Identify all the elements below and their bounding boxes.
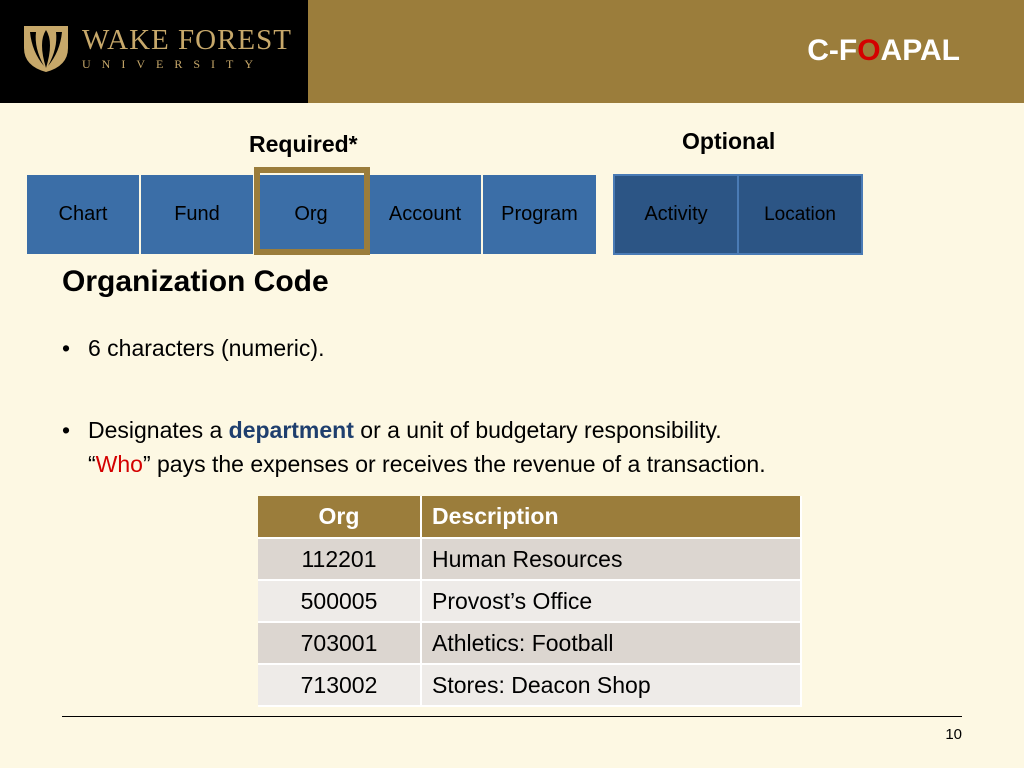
table-row <box>258 664 801 706</box>
org-code-cell: 500005 <box>258 580 421 622</box>
segment-location: Location <box>737 174 863 255</box>
table-row <box>258 580 801 622</box>
title-highlight: O <box>857 34 881 67</box>
description-cell: Human Resources <box>421 538 801 580</box>
section-heading: Organization Code <box>62 265 329 298</box>
description-cell: Stores: Deacon Shop <box>421 664 801 706</box>
table-header-row <box>258 496 801 538</box>
emphasis-who: Who <box>95 451 143 477</box>
column-header-description: Description <box>421 496 801 538</box>
org-table <box>258 496 802 707</box>
org-code-cell: 703001 <box>258 622 421 664</box>
logo-name: WAKE FOREST <box>82 23 292 56</box>
page-number: 10 <box>945 726 962 743</box>
bullet-item: • 6 characters (numeric). <box>62 335 325 361</box>
org-code-cell: 713002 <box>258 664 421 706</box>
org-highlight-box <box>254 167 370 255</box>
optional-label: Optional <box>682 128 776 154</box>
description-cell: Athletics: Football <box>421 622 801 664</box>
emphasis-department: department <box>228 417 354 443</box>
segment-account: Account <box>369 175 483 254</box>
org-code-cell: 112201 <box>258 538 421 580</box>
table-row <box>258 622 801 664</box>
segment-org: Org <box>255 175 369 254</box>
wake-forest-logo <box>20 22 292 74</box>
segment-program: Program <box>483 175 596 254</box>
slide-title: C-FOAPAL <box>807 34 960 67</box>
bullet-item: • Designates a department or a unit of budgetary responsibility. “Who” pays the expenses or receives the revenue of a transaction. <box>62 417 766 477</box>
shield-icon <box>20 22 72 74</box>
footer-divider <box>62 716 962 717</box>
segment-activity: Activity <box>613 174 739 255</box>
segment-fund: Fund <box>141 175 255 254</box>
required-label: Required* <box>249 131 358 157</box>
logo-subtitle: UNIVERSITY <box>82 56 264 71</box>
segment-chart: Chart <box>27 175 141 254</box>
table-row <box>258 538 801 580</box>
description-cell: Provost’s Office <box>421 580 801 622</box>
column-header-org: Org <box>258 496 421 538</box>
